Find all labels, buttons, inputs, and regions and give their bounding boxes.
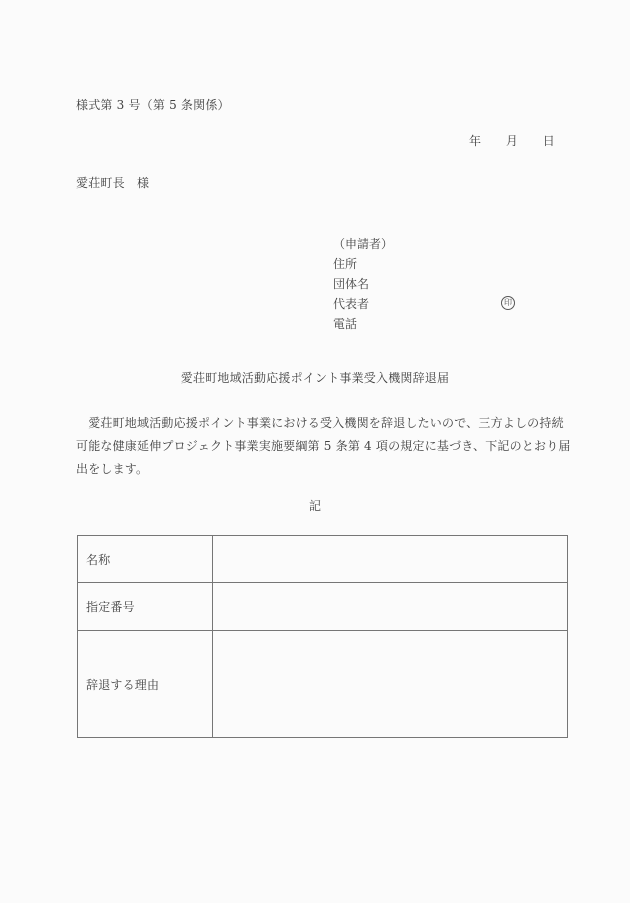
body-line: 可能な健康延伸プロジェクト事業実施要綱第 5 条第 4 項の規定に基づき、下記のとおり届 — [76, 439, 571, 453]
table-label-designation-number: 指定番号 — [78, 583, 213, 631]
date-line: 年 月 日 — [469, 134, 556, 148]
table-row — [78, 631, 568, 738]
seal-stamp-text: 印 — [504, 298, 512, 307]
applicant-heading: （申請者） — [333, 237, 394, 251]
table-label-name: 名称 — [78, 536, 213, 583]
note-marker: 記 — [308, 499, 321, 513]
body-paragraph — [76, 412, 576, 481]
table-value-designation-number[interactable] — [213, 583, 568, 631]
applicant-field-representative: 代表者 — [333, 297, 370, 311]
table-label-withdrawal-reason: 辞退する理由 — [78, 631, 213, 738]
seal-stamp-icon — [501, 296, 515, 310]
table-row — [78, 583, 568, 631]
body-line: 出をします。 — [76, 462, 149, 476]
applicant-field-phone: 電話 — [333, 317, 358, 331]
addressee: 愛荘町長 様 — [76, 176, 150, 190]
body-line: 愛荘町地域活動応援ポイント事業における受入機関を辞退したいので、三方よしの持続 — [76, 416, 564, 430]
withdrawal-table — [77, 535, 568, 738]
applicant-block — [333, 234, 393, 334]
document-title: 愛荘町地域活動応援ポイント事業受入機関辞退届 — [180, 371, 450, 385]
table-value-withdrawal-reason[interactable] — [213, 631, 568, 738]
form-number: 様式第 3 号（第 5 条関係） — [76, 98, 230, 112]
applicant-field-address: 住所 — [333, 257, 358, 271]
table-value-name[interactable] — [213, 536, 568, 583]
applicant-field-organization-name: 団体名 — [333, 277, 370, 291]
table-row — [78, 536, 568, 583]
